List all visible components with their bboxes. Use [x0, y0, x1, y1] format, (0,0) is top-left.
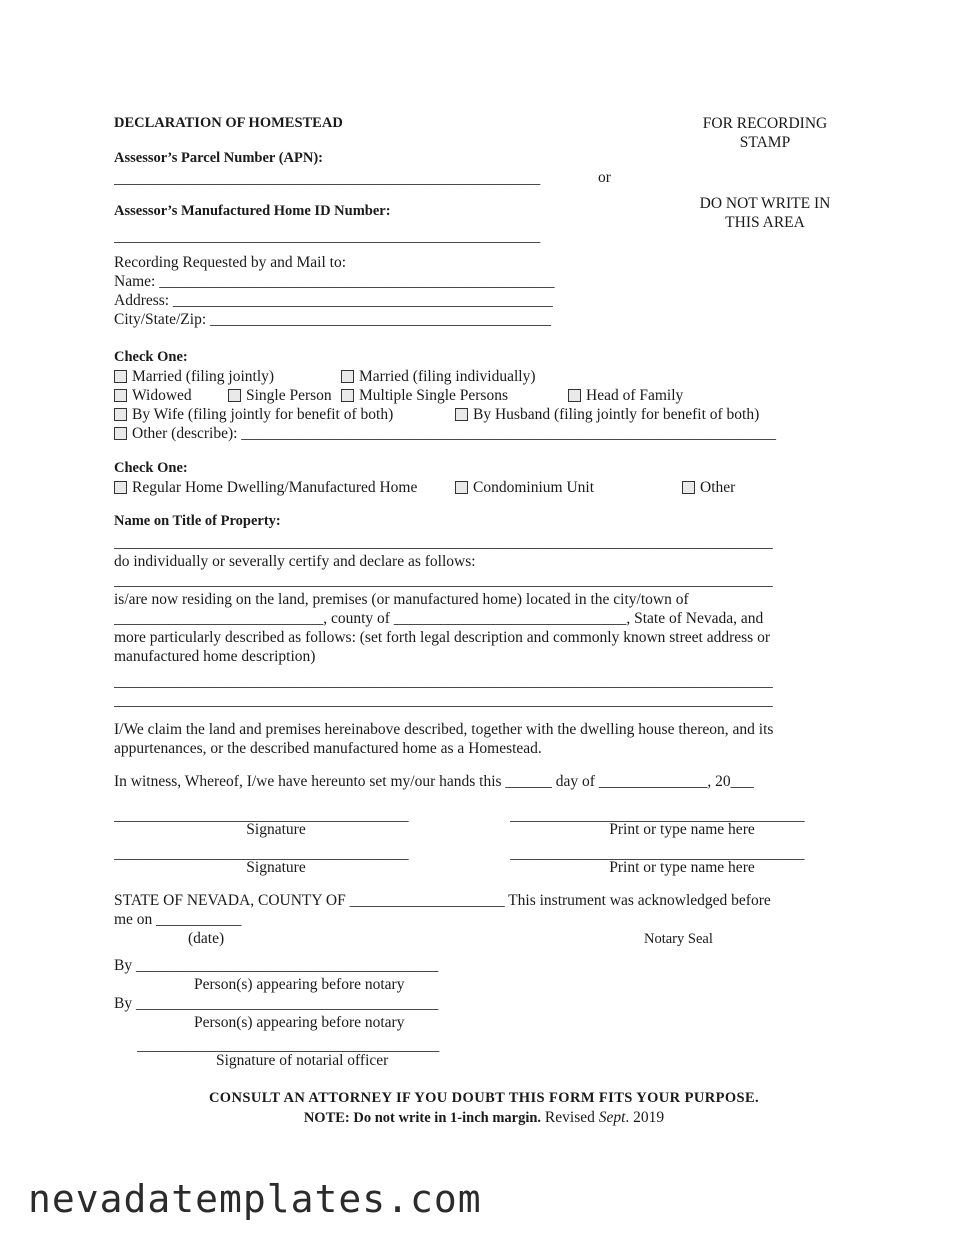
signature-field-2[interactable]: ______________________________________: [114, 845, 409, 862]
form-title: DECLARATION OF HOMESTEAD: [114, 115, 343, 131]
option-single-person[interactable]: Single Person: [228, 386, 332, 405]
option-married-jointly[interactable]: Married (filing jointly): [114, 367, 274, 386]
site-watermark: nevadatemplates.com: [28, 1177, 482, 1221]
stamp-line-3: DO NOT WRITE IN: [699, 195, 831, 212]
checkbox-icon[interactable]: [228, 389, 241, 402]
notary-date-field[interactable]: me on ___________: [114, 911, 242, 928]
checkbox-icon[interactable]: [114, 481, 127, 494]
signature-label-1: Signature: [246, 821, 306, 838]
mh-id-label: Assessor’s Manufactured Home ID Number:: [114, 203, 391, 219]
option-by-husband[interactable]: By Husband (filing jointly for benefit of both): [455, 405, 759, 424]
checkbox-icon[interactable]: [568, 389, 581, 402]
residing-text-1: is/are now residing on the land, premises (or manufactured home) located in the city/town of: [114, 591, 689, 608]
checkbox-icon[interactable]: [341, 389, 354, 402]
option-multiple-single[interactable]: Multiple Single Persons: [341, 386, 508, 405]
checkbox-icon[interactable]: [114, 408, 127, 421]
claim-text-1: I/We claim the land and premises hereinabove described, together with the dwelling house thereon, and its: [114, 721, 774, 738]
checkbox-icon[interactable]: [455, 408, 468, 421]
legal-description-field-2[interactable]: _____________________________________________________________________________________: [114, 692, 773, 709]
mh-id-field[interactable]: _______________________________________________________: [114, 228, 541, 245]
legal-description-field-1[interactable]: _____________________________________________________________________________________: [114, 673, 773, 690]
person-label-1: Person(s) appearing before notary: [194, 976, 405, 993]
option-by-wife[interactable]: By Wife (filing jointly for benefit of both): [114, 405, 393, 424]
option-married-individually[interactable]: Married (filing individually): [341, 367, 536, 386]
mail-address-field[interactable]: Address: _________________________________________________: [114, 292, 553, 309]
title-heading: Name on Title of Property:: [114, 513, 281, 529]
option-regular-home[interactable]: Regular Home Dwelling/Manufactured Home: [114, 478, 417, 497]
checkbox-icon[interactable]: [114, 370, 127, 383]
checkbox-icon[interactable]: [114, 389, 127, 402]
residing-text-3: more particularly described as follows: (set forth legal description and commonly known street address or: [114, 629, 770, 646]
officer-signature-field[interactable]: _______________________________________: [137, 1037, 440, 1054]
option-other-describe[interactable]: Other (describe): _____________________________________________________________________: [114, 424, 849, 443]
stamp-line-1: FOR RECORDING: [702, 115, 828, 132]
status-heading: Check One:: [114, 349, 188, 365]
stamp-line-4: THIS AREA: [725, 214, 805, 231]
or-text: or: [598, 169, 611, 186]
consult-notice: CONSULT AN ATTORNEY IF YOU DOUBT THIS FORM FITS YOUR PURPOSE.: [208, 1090, 760, 1106]
claim-text-2: appurtenances, or the described manufactured home as a Homestead.: [114, 740, 542, 757]
witness-line[interactable]: In witness, Whereof, I/we have hereunto set my/our hands this ______ day of ______________, 20___: [114, 773, 754, 790]
by-field-2[interactable]: By _______________________________________: [114, 995, 439, 1012]
signature-label-2: Signature: [246, 859, 306, 876]
margin-note: NOTE: Do not write in 1-inch margin. Revised Sept. 2019: [303, 1109, 665, 1126]
declare-text: do individually or severally certify and declare as follows:: [114, 553, 476, 570]
residing-text-4: manufactured home description): [114, 648, 316, 665]
mail-city-field[interactable]: City/State/Zip: ____________________________________________: [114, 311, 552, 328]
print-name-label-1: Print or type name here: [609, 821, 755, 838]
title-name-field[interactable]: _____________________________________________________________________________________: [114, 534, 773, 551]
checkbox-icon[interactable]: [114, 427, 127, 440]
print-name-field-1[interactable]: ______________________________________: [510, 807, 805, 824]
signature-field-1[interactable]: ______________________________________: [114, 807, 409, 824]
apn-field[interactable]: _______________________________________________________: [114, 170, 541, 187]
notary-state-line[interactable]: STATE OF NEVADA, COUNTY OF ____________________ This instrument was acknowledged before: [114, 892, 771, 909]
option-head-of-family[interactable]: Head of Family: [568, 386, 683, 405]
print-name-label-2: Print or type name here: [609, 859, 755, 876]
option-other-property[interactable]: Other: [682, 478, 735, 497]
mail-name-field[interactable]: Name: ___________________________________________________: [114, 273, 555, 290]
stamp-line-2: STAMP: [739, 134, 791, 151]
notary-seal-label: Notary Seal: [644, 931, 713, 947]
declare-field[interactable]: _____________________________________________________________________________________: [114, 572, 773, 589]
mail-heading: Recording Requested by and Mail to:: [114, 254, 347, 271]
apn-label: Assessor’s Parcel Number (APN):: [114, 150, 323, 166]
officer-label: Signature of notarial officer: [216, 1052, 389, 1069]
checkbox-icon[interactable]: [682, 481, 695, 494]
option-condominium[interactable]: Condominium Unit: [455, 478, 594, 497]
option-widowed[interactable]: Widowed: [114, 386, 192, 405]
date-label: (date): [188, 930, 225, 947]
by-field-1[interactable]: By _______________________________________: [114, 957, 439, 974]
checkbox-icon[interactable]: [455, 481, 468, 494]
city-county-field[interactable]: ___________________________, county of ______________________________, State of Nevada, and: [114, 610, 764, 627]
property-heading: Check One:: [114, 460, 188, 476]
print-name-field-2[interactable]: ______________________________________: [510, 845, 805, 862]
checkbox-icon[interactable]: [341, 370, 354, 383]
person-label-2: Person(s) appearing before notary: [194, 1014, 405, 1031]
